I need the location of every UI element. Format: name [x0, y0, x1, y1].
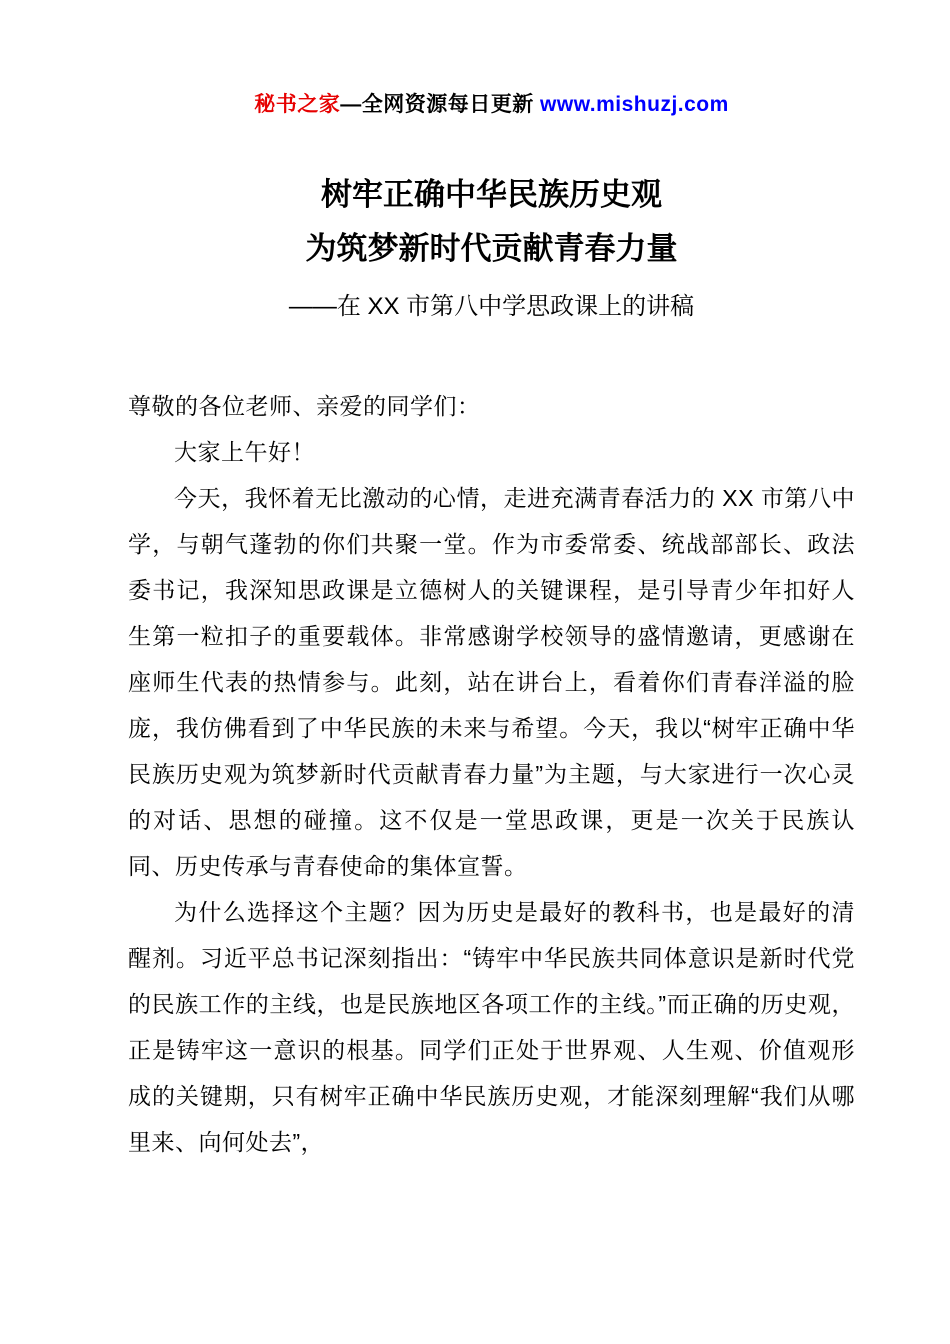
document-body [128, 383, 855, 1165]
title-line-2: 为筑梦新时代贡献青春力量 [305, 231, 678, 266]
salutation: 尊敬的各位老师、亲爱的同学们： [128, 393, 481, 419]
site-header [128, 88, 855, 118]
body-paragraph-1: 今天，我怀着无比激动的心情，走进充满青春活力的 XX 市第八中学，与朝气蓬勃的你们共聚一堂。作为市委常委、统战部部长、政法委书记，我深知思政课是立德树人的关键课程，是引导青少年扣好人生第一粒扣子的重要载体。非常感谢学校领导的盛情邀请，更感谢在座师生代表的热情参与。此刻，站在讲台上，看着你们青春洋溢的脸庞，我仿佛看到了中华民族的未来与希望。今天，我以“树牢正确中华民族历史观为筑梦新时代贡献青春力量”为主题，与大家进行一次心灵的对话、思想的碰撞。这不仅是一堂思政课，更是一次关于民族认同、历史传承与青春使命的集体宣誓。 [128, 485, 855, 879]
site-url-link[interactable]: www.mishuzj.com [540, 93, 729, 116]
title-line-1: 树牢正确中华民族历史观 [321, 177, 662, 212]
document-title [128, 168, 855, 276]
site-tagline: —全网资源每日更新 [340, 93, 541, 116]
greeting: 大家上午好！ [174, 439, 315, 465]
site-brand: 秘书之家 [254, 93, 341, 116]
body-paragraph-2: 为什么选择这个主题？因为历史是最好的教科书，也是最好的清醒剂。习近平总书记深刻指出：“铸牢中华民族共同体意识是新时代党的民族工作的主线，也是民族地区各项工作的主线。”而正确的历史观，正是铸牢这一意识的根基。同学们正处于世界观、人生观、价值观形成的关键期，只有树牢正确中华民族历史观，才能深刻理解“我们从哪里来、向何处去”， [128, 899, 855, 1155]
document-subtitle: ——在 XX 市第八中学思政课上的讲稿 [288, 293, 695, 320]
